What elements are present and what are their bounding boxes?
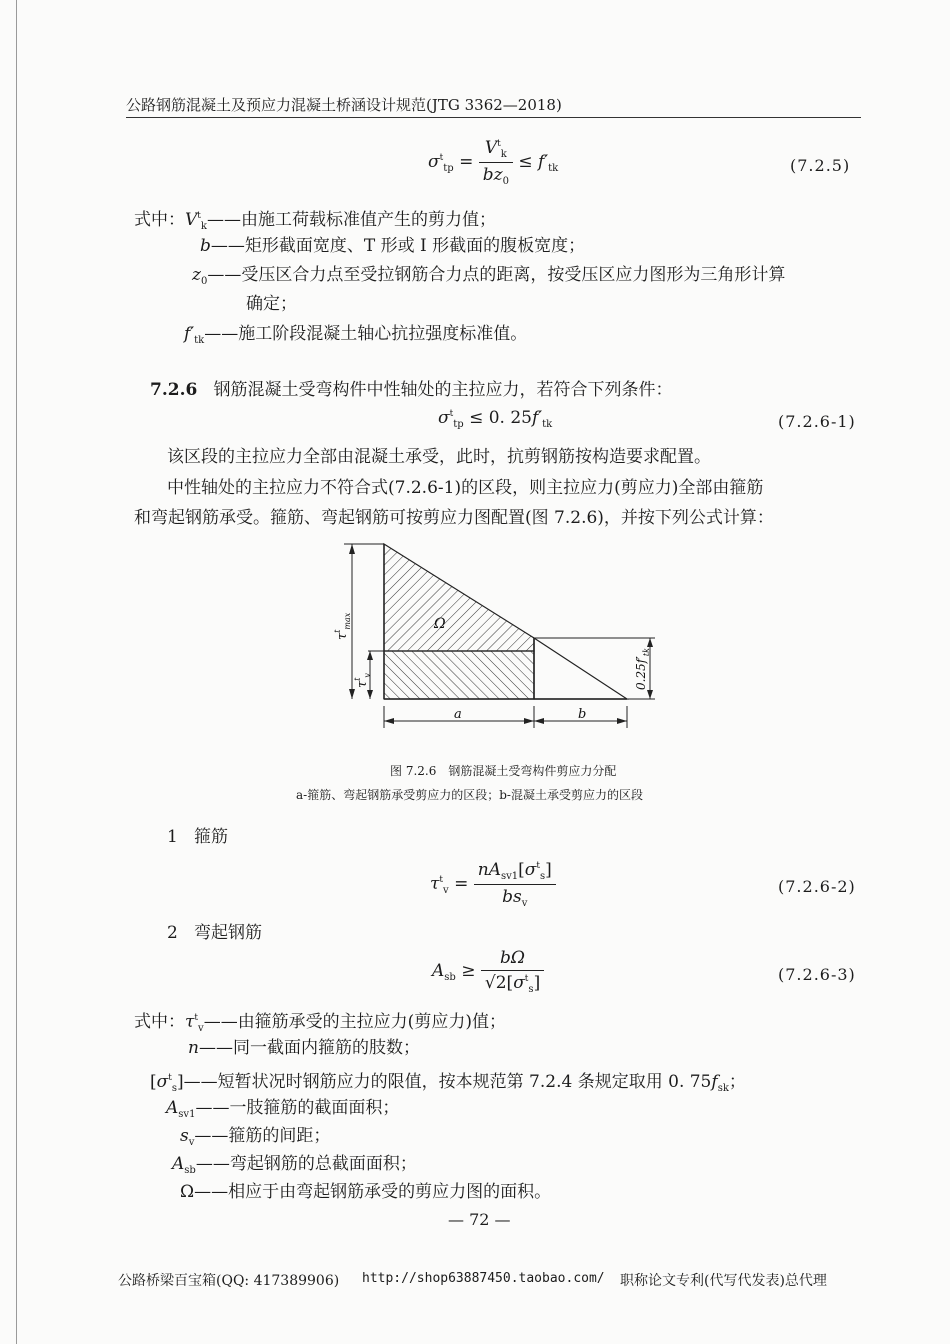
fraction: $\frac{nA_{sv1}[\sigma^t_s]}{bs_v}$ (474, 860, 556, 909)
paragraph: 和弯起钢筋承受。箍筋、弯起钢筋可按剪应力图配置(图 7.2.6)，并按下列公式计算： (134, 508, 774, 528)
equation-number: (7.2.6-3) (778, 965, 856, 984)
item-bent-bars: 2 弯起钢筋 (167, 923, 263, 943)
equation-number: (7.2.5) (790, 156, 851, 175)
definition-line: $A_{sv1}——$一肢箍筋的截面面积； (166, 1098, 400, 1120)
paragraph: 该区段的主拉应力全部由混凝土承受，此时，抗剪钢筋按构造要求配置。 (167, 447, 711, 467)
page-number: — 72 — (448, 1210, 511, 1229)
definition-line: $f'_{tk}——$施工阶段混凝土轴心抗拉强度标准值。 (184, 324, 528, 346)
f-tk-label (634, 648, 651, 690)
paragraph: 中性轴处的主拉应力不符合式(7.2.6-1)的区段，则主拉应力(剪应力)全部由箍筋 (167, 478, 764, 498)
page-edge-line (16, 0, 17, 1344)
equation-number: (7.2.6-1) (778, 412, 856, 431)
tau-max-label (333, 612, 352, 640)
concrete-region-triangle (534, 638, 627, 699)
svg-text:0.25f′tk: $0.25f'_{tk}$ (634, 648, 651, 690)
equation-7-2-6-3: $A_{sb}$ ≥ $\frac{b\Omega}{√2[\sigma^t_s]}$ (432, 948, 544, 995)
section-7-2-6-intro: 7.2.6 钢筋混凝土受弯构件中性轴处的主拉应力，若符合下列条件： (150, 380, 673, 400)
definition-line: $s_v——$箍筋的间距； (180, 1126, 331, 1148)
equation-7-2-6-2: $\tau^t_v$ = $\frac{nA_{sv1}[\sigma^t_s]}{bs_v}$ (430, 860, 556, 909)
running-header: 公路钢筋混凝土及预应力混凝土桥涵设计规范(JTG 3362—2018) (126, 96, 562, 114)
equation-number: (7.2.6-2) (778, 877, 856, 896)
equation-7-2-5: $\sigma^t_{tp}$ = $\frac{V^t_k}{bz_0}$ ≤ $f'_{tk}$ (428, 138, 559, 187)
svg-text:τtv: $\tau^t_v$ (353, 673, 372, 688)
svg-text:τtmax: $\tau^t_{max}$ (333, 612, 352, 640)
equation-7-2-6-1: $\sigma^t_{tp} \le 0$. $25f'_{tk}$ (438, 408, 553, 430)
definition-line: 式中：$V^t_k——$由施工荷载标准值产生的剪力值； (134, 210, 496, 232)
definition-line: Ω——相应于由弯起钢筋承受的剪应力图的面积。 (180, 1182, 552, 1202)
fraction: $\frac{V^t_k}{bz_0}$ (479, 138, 513, 187)
stirrup-hatched-region (384, 651, 534, 699)
definition-line: $A_{sb}——$弯起钢筋的总截面面积； (172, 1154, 417, 1176)
b-label: b (578, 707, 587, 722)
tau-v-label (353, 673, 372, 688)
definition-line: $z_0——$受压区合力点至受拉钢筋合力点的距离，按受压区应力图形为三角形计算 (192, 265, 786, 287)
item-stirrups: 1 箍筋 (167, 827, 229, 847)
figure-caption: 图 7.2.6 钢筋混凝土受弯构件剪应力分配 (390, 764, 617, 778)
header-rule (126, 117, 861, 118)
footer-right: 职称论文专利(代写代发表)总代理 (620, 1273, 827, 1289)
fraction: $\frac{b\Omega}{√2[\sigma^t_s]}$ (481, 948, 544, 995)
omega-label: Ω (434, 616, 446, 632)
omega-hatched-region (384, 544, 534, 651)
definition-line: n——同一截面内箍筋的肢数； (188, 1038, 420, 1058)
section-number: 7.2.6 (150, 380, 198, 400)
definition-line: b——矩形截面宽度、T 形或 I 形截面的腹板宽度； (200, 236, 586, 256)
a-label: a (454, 707, 462, 722)
footer-link[interactable]: http://shop63887450.taobao.com/ (362, 1271, 605, 1286)
definition-continuation: 确定； (246, 294, 297, 314)
figure-subcaption: a-箍筋、弯起钢筋承受剪应力的区段；b-混凝土承受剪应力的区段 (296, 788, 643, 802)
definition-line: 式中：$\tau^t_v——$由箍筋承受的主拉应力(剪应力)值； (134, 1012, 506, 1034)
footer-left: 公路桥梁百宝箱(QQ: 417389906) (118, 1273, 340, 1289)
definition-line: $[\sigma^t_s]——$短暂状况时钢筋应力的限值，按本规范第 7.2.4 条规定取用 0. $75f_{sk}$； (150, 1072, 746, 1094)
shear-stress-diagram (320, 530, 660, 735)
